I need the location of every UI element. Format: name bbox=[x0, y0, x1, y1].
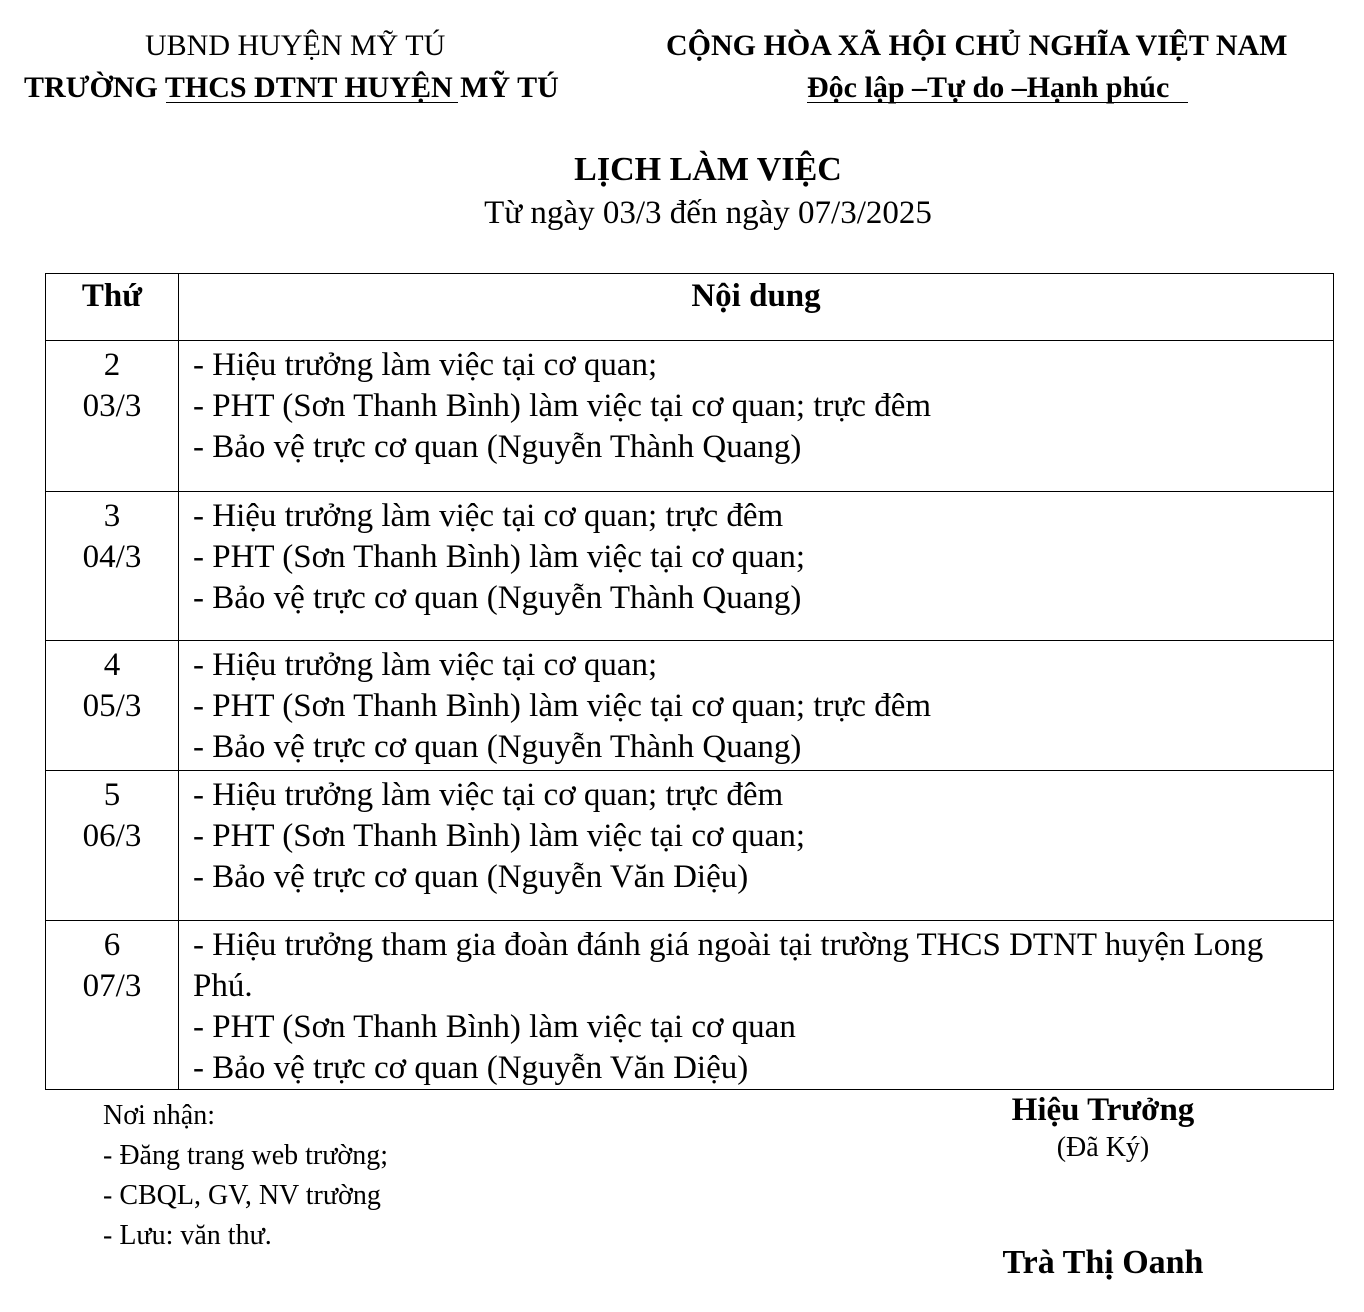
weekday: 5 bbox=[103, 777, 121, 813]
task-line: - Bảo vệ trực cơ quan (Nguyễn Thành Quang) bbox=[193, 729, 802, 765]
signed-status: (Đã Ký) bbox=[1056, 1132, 1150, 1163]
org-name: UBND HUYỆN MỸ TÚ bbox=[145, 29, 446, 62]
task-line: - PHT (Sơn Thanh Bình) làm việc tại cơ quan; bbox=[193, 818, 805, 854]
table-row bbox=[46, 771, 1334, 921]
signer-name: Trà Thị Oanh bbox=[1002, 1244, 1204, 1281]
date: 04/3 bbox=[82, 539, 142, 575]
table-row bbox=[46, 341, 1334, 492]
nation-title: CỘNG HÒA XÃ HỘI CHỦ NGHĨA VIỆT NAM bbox=[666, 29, 1288, 62]
task-line: - Bảo vệ trực cơ quan (Nguyễn Văn Diệu) bbox=[193, 1050, 749, 1086]
day-cell bbox=[46, 771, 179, 921]
recipient-item: - CBQL, GV, NV trường bbox=[103, 1180, 381, 1211]
weekday: 3 bbox=[103, 498, 121, 534]
recipient-item: - Đăng trang web trường; bbox=[103, 1140, 389, 1171]
date: 07/3 bbox=[82, 968, 142, 1004]
header-content: Nội dung bbox=[179, 274, 1334, 341]
school-name: TRƯỜNG THCS DTNT HUYỆN MỸ TÚ bbox=[24, 71, 559, 104]
task-line: - Bảo vệ trực cơ quan (Nguyễn Thành Quang) bbox=[193, 429, 802, 465]
weekday: 2 bbox=[103, 347, 121, 383]
task-line: - Hiệu trưởng làm việc tại cơ quan; bbox=[193, 347, 658, 383]
table-row bbox=[46, 921, 1334, 1090]
date: 05/3 bbox=[82, 688, 142, 724]
recipients-label: Nơi nhận: bbox=[103, 1100, 216, 1131]
weekday: 6 bbox=[103, 927, 121, 963]
task-line: - Bảo vệ trực cơ quan (Nguyễn Văn Diệu) bbox=[193, 859, 749, 895]
content-cell bbox=[179, 921, 1334, 1090]
national-motto: Độc lập –Tự do –Hạnh phúc bbox=[807, 71, 1170, 104]
content-cell bbox=[179, 341, 1334, 492]
day-cell bbox=[46, 641, 179, 771]
day-cell bbox=[46, 492, 179, 641]
task-line: - PHT (Sơn Thanh Bình) làm việc tại cơ quan; trực đêm bbox=[193, 688, 932, 724]
task-line: - Hiệu trưởng làm việc tại cơ quan; bbox=[193, 647, 658, 683]
signer-title: Hiệu Trưởng bbox=[1011, 1092, 1195, 1128]
document-period: Từ ngày 03/3 đến ngày 07/3/2025 bbox=[484, 195, 932, 231]
recipient-item: - Lưu: văn thư. bbox=[103, 1220, 272, 1251]
task-line: - PHT (Sơn Thanh Bình) làm việc tại cơ quan; bbox=[193, 539, 805, 575]
weekday: 4 bbox=[103, 647, 121, 683]
recipients-block bbox=[103, 1096, 388, 1256]
table-header-row bbox=[46, 274, 1334, 341]
task-line: - Bảo vệ trực cơ quan (Nguyễn Thành Quang) bbox=[193, 580, 802, 616]
day-cell bbox=[46, 341, 179, 492]
table-row bbox=[46, 492, 1334, 641]
date: 06/3 bbox=[82, 818, 142, 854]
school-underline bbox=[166, 102, 458, 103]
motto-underline bbox=[807, 102, 1188, 103]
task-line: - PHT (Sơn Thanh Bình) làm việc tại cơ quan bbox=[193, 1009, 796, 1045]
task-line: - Hiệu trưởng làm việc tại cơ quan; trực đêm bbox=[193, 777, 784, 813]
task-line: - Hiệu trưởng làm việc tại cơ quan; trực đêm bbox=[193, 498, 784, 534]
task-line: - Hiệu trưởng tham gia đoàn đánh giá ngoài tại trường THCS DTNT huyện Long Phú. bbox=[193, 927, 1264, 1004]
schedule-table bbox=[45, 273, 1334, 1090]
task-line: - PHT (Sơn Thanh Bình) làm việc tại cơ quan; trực đêm bbox=[193, 388, 932, 424]
header-day: Thứ bbox=[46, 274, 179, 341]
document-title: LỊCH LÀM VIỆC bbox=[574, 151, 842, 188]
content-cell bbox=[179, 771, 1334, 921]
date: 03/3 bbox=[82, 388, 142, 424]
day-cell bbox=[46, 921, 179, 1090]
content-cell bbox=[179, 641, 1334, 771]
table-row bbox=[46, 641, 1334, 771]
content-cell bbox=[179, 492, 1334, 641]
